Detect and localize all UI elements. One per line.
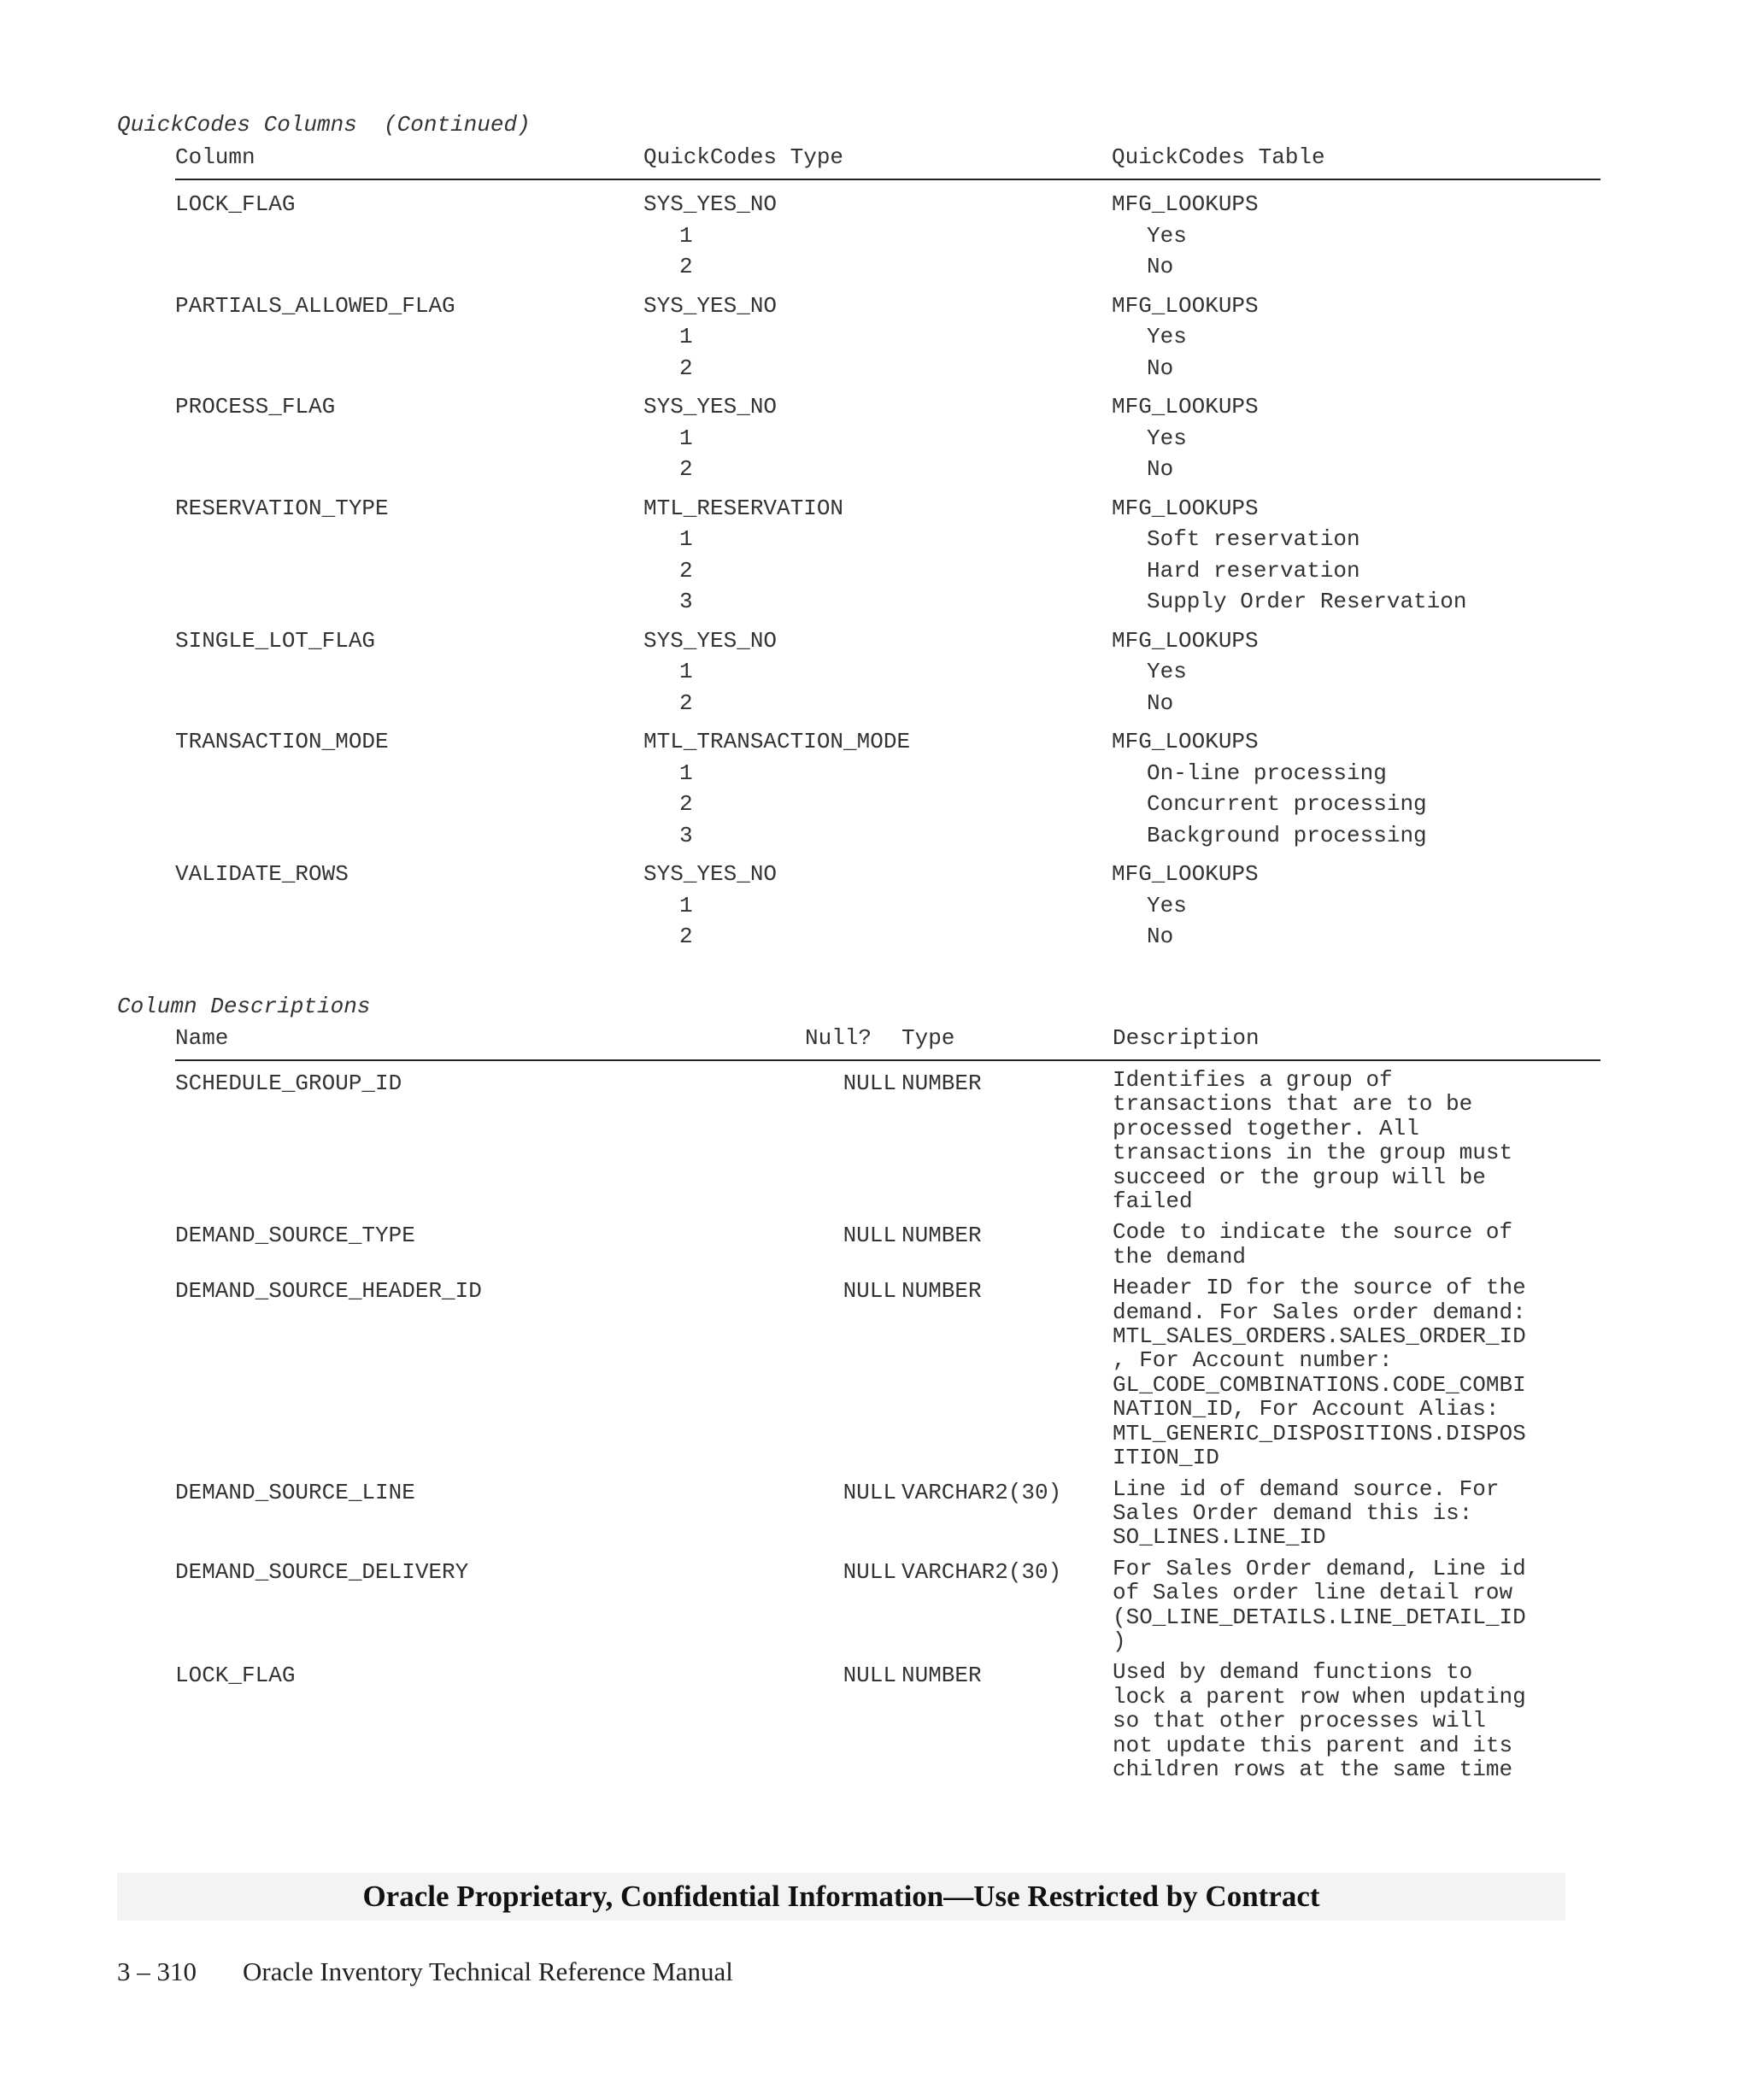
quickcode-column-row: [175, 726, 1600, 758]
quickcode-type: SYS_YES_NO: [643, 394, 778, 419]
column-null: NULL: [843, 1071, 896, 1096]
quickcode-group: [175, 625, 1600, 719]
column-null: NULL: [843, 1558, 896, 1585]
column-description: Used by demand functions to lock a parent row when updating so that other processes will not update this parent and its children rows at the same time: [1113, 1659, 1526, 1782]
column-description: Header ID for the source of the demand. For Sales order demand: MTL_SALES_ORDERS.SALES_ORDER_ID , For Account number: GL_CODE_COMBINATIONS.CODE_COMBI NATION_ID, For Account Alias: MTL_GENERIC_DISPOSITIONS.DISPOS ITION_ID: [1113, 1275, 1526, 1471]
column-name: DEMAND_SOURCE_LINE: [175, 1479, 415, 1505]
quickcode-type: SYS_YES_NO: [643, 627, 778, 654]
quickcode-meaning: Yes: [1147, 222, 1187, 249]
quickcode-value-row: [175, 353, 1600, 384]
quickcode-type: MTL_RESERVATION: [643, 495, 844, 521]
quickcode-meaning: Yes: [1147, 425, 1187, 451]
quickcode-code: 2: [679, 557, 693, 584]
quickcode-column-row: [175, 391, 1600, 423]
quickcode-column-row: [175, 859, 1600, 890]
quickcode-column-name: VALIDATE_ROWS: [175, 861, 349, 887]
quickcode-column-name: SINGLE_LOT_FLAG: [175, 627, 376, 654]
column-name: DEMAND_SOURCE_DELIVERY: [175, 1558, 469, 1585]
quickcode-table: MFG_LOOKUPS: [1112, 495, 1259, 521]
quickcode-value-row: [175, 555, 1600, 587]
quickcode-value-row: [175, 688, 1600, 719]
column-descriptions-header: [175, 1025, 1600, 1061]
quickcode-meaning: No: [1147, 355, 1174, 381]
column-type: NUMBER: [901, 1278, 982, 1305]
quickcode-column-name: LOCK_FLAG: [175, 191, 296, 217]
column-description: For Sales Order demand, Line id of Sales order line detail row (SO_LINE_DETAILS.LINE_DETAIL_ID ): [1113, 1555, 1526, 1654]
column-type: VARCHAR2(30): [901, 1558, 1062, 1585]
manual-title: Oracle Inventory Technical Reference Manual: [243, 1956, 733, 1986]
quickcode-meaning: Concurrent processing: [1147, 791, 1427, 817]
quickcode-value-row: [175, 251, 1600, 283]
quickcode-code: 2: [679, 791, 693, 817]
quickcode-meaning: Yes: [1147, 324, 1187, 349]
quickcode-code: 2: [679, 456, 693, 482]
quickcode-value-row: [175, 321, 1600, 353]
page-number: 3 – 310: [117, 1956, 197, 1986]
quickcode-meaning: Hard reservation: [1147, 557, 1360, 584]
column-type: NUMBER: [901, 1223, 982, 1249]
quickcode-group: [175, 189, 1600, 283]
header-quickcodes-type: QuickCodes Type: [643, 144, 844, 170]
column-type: NUMBER: [901, 1071, 982, 1096]
quickcode-code: 2: [679, 254, 693, 279]
quickcodes-section-title: QuickCodes Columns (Continued): [117, 112, 531, 138]
header-description: Description: [1113, 1025, 1260, 1051]
quickcode-table: MFG_LOOKUPS: [1112, 394, 1259, 419]
quickcode-meaning: Supply Order Reservation: [1147, 589, 1467, 614]
quickcode-column-name: PROCESS_FLAG: [175, 394, 336, 419]
quickcode-code: 2: [679, 689, 693, 716]
quickcode-column-row: [175, 493, 1600, 525]
column-description-row: [175, 1276, 1600, 1469]
column-null: NULL: [843, 1479, 896, 1505]
quickcode-value-row: [175, 758, 1600, 789]
quickcode-meaning: Yes: [1147, 659, 1187, 684]
quickcode-table: MFG_LOOKUPS: [1112, 292, 1259, 319]
column-description: Identifies a group of transactions that are to be processed together. All transactions in the group must succeed or the group will be failed: [1113, 1067, 1513, 1215]
quickcode-meaning: No: [1147, 924, 1174, 949]
quickcode-column-name: RESERVATION_TYPE: [175, 495, 389, 521]
quickcode-code: 3: [679, 589, 693, 614]
column-null: NULL: [843, 1278, 896, 1305]
header-null: Null?: [805, 1025, 872, 1051]
quickcodes-body: [175, 189, 1600, 960]
column-description-row: [175, 1660, 1600, 1781]
quickcode-code: 1: [679, 222, 693, 249]
quickcode-code: 1: [679, 659, 693, 684]
header-name: Name: [175, 1025, 229, 1051]
header-column: Column: [175, 144, 255, 170]
quickcode-meaning: Soft reservation: [1147, 526, 1360, 552]
header-type: Type: [901, 1025, 955, 1051]
quickcode-meaning: No: [1147, 689, 1174, 716]
column-type: NUMBER: [901, 1663, 982, 1689]
quickcode-value-row: [175, 586, 1600, 618]
quickcode-value-row: [175, 656, 1600, 688]
column-descriptions-title: Column Descriptions: [117, 994, 371, 1019]
quickcode-type: SYS_YES_NO: [643, 861, 778, 887]
column-name: DEMAND_SOURCE_TYPE: [175, 1223, 415, 1249]
quickcode-value-row: [175, 220, 1600, 252]
column-description-row: [175, 1068, 1600, 1213]
column-description-row: [175, 1477, 1600, 1550]
column-description: Line id of demand source. For Sales Order demand this is: SO_LINES.LINE_ID: [1113, 1475, 1500, 1551]
quickcode-value-row: [175, 423, 1600, 455]
quickcode-group: [175, 290, 1600, 384]
column-name: LOCK_FLAG: [175, 1663, 296, 1689]
quickcode-meaning: On-line processing: [1147, 760, 1387, 786]
quickcode-column-row: [175, 189, 1600, 220]
quickcode-column-name: TRANSACTION_MODE: [175, 729, 389, 754]
quickcode-type: SYS_YES_NO: [643, 292, 778, 319]
quickcode-type: SYS_YES_NO: [643, 191, 778, 217]
quickcode-meaning: No: [1147, 254, 1174, 279]
quickcode-column-row: [175, 625, 1600, 657]
column-type: VARCHAR2(30): [901, 1479, 1062, 1505]
column-description: Code to indicate the source of the demand: [1113, 1219, 1513, 1270]
quickcode-meaning: Background processing: [1147, 822, 1427, 848]
quickcode-group: [175, 391, 1600, 485]
quickcode-table: MFG_LOOKUPS: [1112, 191, 1259, 217]
column-name: SCHEDULE_GROUP_ID: [175, 1071, 402, 1096]
column-name: DEMAND_SOURCE_HEADER_ID: [175, 1278, 482, 1305]
quickcode-table: MFG_LOOKUPS: [1112, 729, 1259, 754]
quickcode-code: 1: [679, 526, 693, 552]
column-description-row: [175, 1557, 1600, 1654]
quickcode-code: 1: [679, 324, 693, 349]
quickcode-column-name: PARTIALS_ALLOWED_FLAG: [175, 292, 455, 319]
quickcode-type: MTL_TRANSACTION_MODE: [643, 729, 911, 754]
quickcode-code: 1: [679, 892, 693, 918]
quickcode-code: 1: [679, 760, 693, 786]
quickcode-code: 3: [679, 822, 693, 848]
column-null: NULL: [843, 1663, 896, 1689]
quickcode-code: 1: [679, 425, 693, 451]
quickcode-code: 2: [679, 355, 693, 381]
quickcode-value-row: [175, 820, 1600, 852]
quickcode-value-row: [175, 921, 1600, 953]
header-quickcodes-table: QuickCodes Table: [1112, 144, 1325, 170]
quickcode-code: 2: [679, 924, 693, 949]
quickcode-group: [175, 493, 1600, 618]
quickcode-value-row: [175, 454, 1600, 485]
quickcodes-header: [175, 144, 1600, 180]
column-descriptions-body: [175, 1068, 1600, 1788]
quickcode-meaning: No: [1147, 456, 1174, 482]
quickcode-table: MFG_LOOKUPS: [1112, 861, 1259, 887]
quickcode-group: [175, 859, 1600, 953]
quickcode-group: [175, 726, 1600, 851]
column-description-row: [175, 1220, 1600, 1269]
quickcode-meaning: Yes: [1147, 892, 1187, 918]
quickcode-column-row: [175, 290, 1600, 322]
quickcode-value-row: [175, 890, 1600, 922]
column-null: NULL: [843, 1223, 896, 1249]
quickcode-value-row: [175, 789, 1600, 820]
quickcode-value-row: [175, 524, 1600, 555]
confidential-banner: Oracle Proprietary, Confidential Information––Use Restricted by Contract: [117, 1873, 1565, 1921]
quickcode-table: MFG_LOOKUPS: [1112, 627, 1259, 654]
